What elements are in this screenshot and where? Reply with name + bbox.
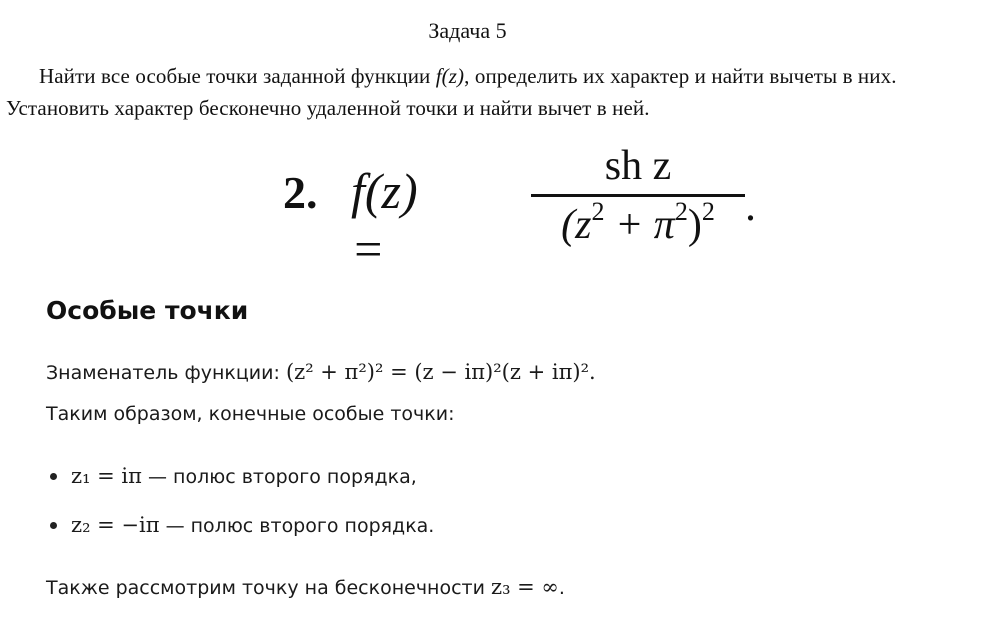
list-item	[46, 513, 434, 537]
formula-lhs: f(z) =	[351, 163, 418, 277]
formula-numerator: sh z	[604, 143, 672, 189]
bullet-icon	[50, 522, 57, 529]
bullet-icon	[50, 473, 57, 480]
denominator-factorization: (z² + π²)² = (z − iπ)²(z + iπ)².	[285, 360, 596, 384]
denominator-label: Знаменатель функции:	[46, 362, 286, 384]
denominator-inner-power-1: 2	[591, 196, 605, 226]
task-text-part1: Найти все особые точки заданной функции	[39, 64, 436, 88]
point-math: z₂ = −iπ	[71, 513, 160, 537]
infinity-line	[46, 575, 565, 599]
denominator-rest: + π	[604, 202, 675, 248]
task-statement	[6, 60, 936, 124]
infinity-math: z₃ = ∞	[491, 575, 559, 599]
point-description: — полюс второго порядка.	[159, 515, 435, 537]
task-title: Задача 5	[428, 18, 507, 43]
list-item	[46, 464, 417, 488]
point-math: z₁ = iπ	[71, 464, 142, 488]
finite-points-intro: Таким образом, конечные особые точки:	[46, 403, 455, 425]
denominator-outer-power: 2	[701, 196, 715, 226]
section-heading: Особые точки	[46, 296, 249, 325]
denominator-line	[46, 360, 596, 384]
formula-denominator	[531, 196, 745, 249]
task-text-part2: , определить их характер и найти вычеты в них. Установить характер бесконечно удаленной точки и найти вычет в ней.	[6, 64, 897, 120]
infinity-label: Также рассмотрим точку на бесконечности	[46, 577, 491, 599]
infinity-end: .	[558, 577, 565, 599]
formula-period: .	[745, 181, 756, 230]
formula-fraction	[531, 140, 745, 249]
formula-number: 2.	[283, 167, 318, 218]
denominator-inner-power-2: 2	[674, 196, 688, 226]
denominator-base: (z	[561, 202, 592, 248]
denominator-close-paren: )	[687, 202, 702, 248]
point-description: — полюс второго порядка,	[141, 466, 417, 488]
task-function-symbol: f(z)	[435, 64, 465, 88]
